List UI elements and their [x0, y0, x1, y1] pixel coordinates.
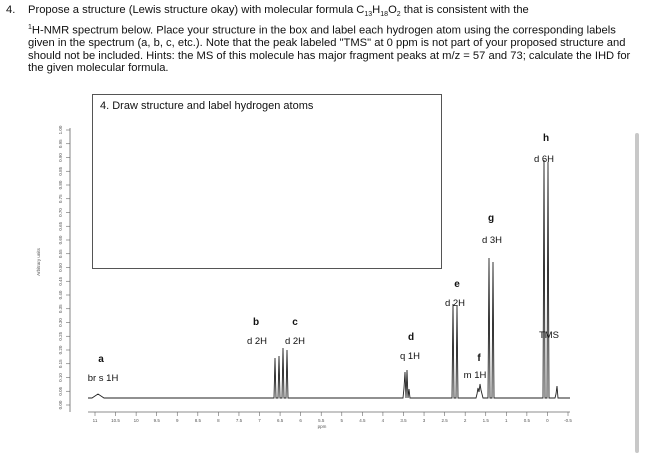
answer-box-title: 4. Draw structure and label hydrogen atoms [100, 100, 314, 112]
peak-c-letter: c [292, 317, 298, 328]
x-tick-label: 7.5 [235, 418, 243, 423]
y-tick-label: 0.45 [58, 276, 63, 286]
answer-drawing-box[interactable] [92, 94, 442, 269]
question-number: 4. [6, 4, 16, 16]
peak-tms-desc: TMS [538, 330, 560, 341]
x-tick-label: 10.5 [111, 418, 120, 423]
y-tick-label: 0.30 [58, 318, 63, 327]
x-tick-label: 6 [299, 418, 302, 423]
y-tick-label: 0.65 [58, 221, 63, 231]
x-tick-label: 11 [92, 418, 98, 423]
x-tick-label: 10 [133, 418, 139, 423]
y-tick-label: 0.55 [58, 249, 63, 259]
x-axis-label: ppm [317, 424, 327, 429]
question-line-part: Propose a structure (Lewis structure okay) with molecular formula C [28, 4, 365, 16]
subscript-h: 18 [380, 11, 389, 19]
question-line-part: that is consistent with the [400, 4, 529, 16]
y-tick-label: 0.80 [58, 180, 63, 190]
x-tick-label: 1 [505, 418, 508, 423]
question-line-part: H [372, 4, 381, 16]
y-tick-label: 0.20 [58, 345, 63, 355]
x-tick-label: 8 [217, 418, 220, 423]
y-tick-label: 0.50 [58, 263, 63, 272]
peak-e-desc: d 2H [444, 298, 466, 309]
question-rest: H-NMR spectrum below. Place your structure in the box and label each hydrogen atom using the corresponding labels given in the spectrum (a, b, c, etc.). Note that the peak labeled "TMS" at 0 ppm is not part of your proposed structure and should not be included. Hints: the MS of this molecule has major fragment peaks at m/z = 57 and 73; calculate the IHD for the given molecular formula. [28, 24, 631, 75]
y-tick-label: 0.05 [58, 386, 63, 396]
superscript-one: 1 [28, 23, 32, 31]
y-tick-label: 0.10 [58, 373, 63, 382]
x-tick-label: 4 [381, 418, 385, 423]
peak-g-desc: d 3H [481, 235, 503, 246]
peak-g-letter: g [487, 213, 495, 224]
y-tick-label: 0.15 [58, 359, 63, 369]
peak-d-desc: q 1H [399, 351, 421, 362]
peak-b-desc: d 2H [246, 336, 268, 347]
y-tick-label: 0.95 [58, 139, 63, 149]
x-tick-label: 5 [340, 418, 344, 423]
x-tick-label: 8.5 [194, 418, 201, 423]
y-tick-label: 0.35 [58, 304, 63, 314]
question-line-part: O [388, 4, 397, 16]
x-axis-ticks [93, 412, 573, 423]
peak-h-letter: h [542, 133, 550, 144]
x-tick-label: -0.5 [564, 418, 572, 423]
peak-f-desc: m 1H [463, 370, 487, 381]
scrollbar-thumb[interactable] [635, 133, 639, 453]
peak-a-letter: a [98, 354, 104, 365]
x-tick-label: 0 [546, 418, 549, 423]
peak-c-desc: d 2H [284, 336, 306, 347]
subscript-c: 13 [364, 11, 373, 19]
x-tick-label: 1.5 [482, 418, 489, 423]
peak-b-letter: b [252, 317, 260, 328]
y-tick-label: 0.25 [58, 331, 63, 341]
y-tick-label: 0.90 [58, 153, 63, 162]
x-tick-label: 3.5 [400, 418, 407, 423]
y-axis-ticks [58, 125, 70, 409]
x-tick-label: 3 [422, 418, 426, 423]
peak-d-letter: d [407, 332, 415, 343]
peak-f-letter: f [477, 353, 481, 364]
y-tick-label: 0.40 [58, 290, 63, 300]
peak-a-desc: br s 1H [87, 373, 119, 384]
x-tick-label: 7 [258, 418, 261, 423]
x-tick-label: 0.5 [523, 418, 531, 423]
y-tick-label: 1.00 [58, 125, 63, 135]
y-tick-label: 0.60 [58, 235, 63, 245]
subscript-o: 2 [396, 11, 401, 19]
y-axis-label: Arbitrary units [36, 248, 41, 276]
x-tick-label: 2 [463, 418, 467, 423]
x-tick-label: 2.5 [441, 418, 448, 423]
y-tick-label: 0.70 [58, 208, 63, 217]
peak-e-letter: e [454, 279, 460, 290]
y-tick-label: 0.75 [58, 194, 63, 204]
x-tick-label: 9 [176, 418, 179, 423]
x-tick-label: 4.5 [359, 418, 366, 423]
peak-h-desc: d 6H [533, 154, 555, 165]
y-tick-label: 0.00 [58, 400, 63, 410]
y-tick-label: 0.85 [58, 166, 63, 176]
x-tick-label: 6.5 [276, 418, 284, 423]
x-tick-label: 5.5 [318, 418, 325, 423]
x-tick-label: 9.5 [153, 418, 160, 423]
